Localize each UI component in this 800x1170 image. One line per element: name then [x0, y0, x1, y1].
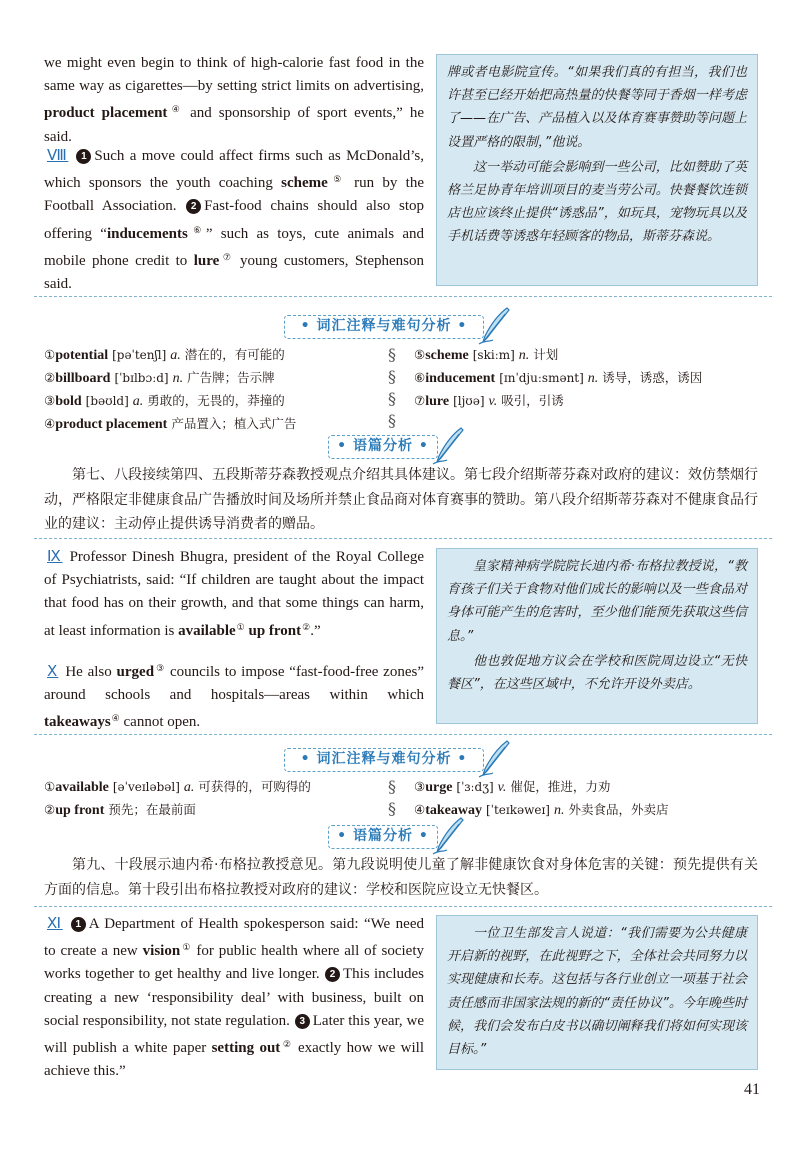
divider [34, 538, 772, 539]
paragraph-number: Ⅷ [47, 148, 69, 164]
analysis-text: 第九、十段展示迪内希·布格拉教授意见。第九段说明使儿童了解非健康饮食对身体危害的关键：预先提供有关方面的信息。第十段引出布格拉教授对政府的建议：学校和医院应设立无快餐区。 [44, 857, 758, 898]
divider [34, 296, 772, 297]
paragraph-number: Ⅺ [47, 916, 63, 932]
vocab-item: ①available [əˈveɪləbəl] a. 可获得的，可购得的 [44, 779, 311, 795]
sentence-marker: 2 [186, 199, 201, 214]
vocab-list [44, 344, 394, 436]
vocab-item: ①potential [pəˈtenʃl] a. 潜在的，有可能的 [44, 347, 285, 363]
quill-pen-icon [477, 739, 513, 779]
vocab-item: ③urge [ˈɜːdʒ] v. 催促，推进，力劝 [414, 779, 611, 795]
analysis-text: 第七、八段接续第四、五段斯蒂芬森教授观点介绍其具体建议。第七段介绍斯蒂芬森对政府的建议：效仿禁烟行动，严格限定非健康食品广告播放时间及场所并禁止食品商对体育赛事的赞助。第八段介绍斯蒂芬森对不健康食品行业的建议：主动停止提供诱导消费者的赠品。 [44, 467, 758, 532]
column-divider: § § § § [388, 345, 396, 430]
quill-pen-icon [477, 306, 513, 346]
vocab-header: • 词汇注释与难句分析 • [284, 315, 484, 339]
paragraph-number: Ⅹ [47, 664, 59, 680]
vocab-header: • 词汇注释与难句分析 • [284, 748, 484, 772]
english-paragraph: we might even begin to think of high-calorie fast food in the same way as cigarettes—by setting strict limits on advertising, product placement④ and sponsorship of sport events,” he said. [44, 55, 424, 145]
quill-pen-icon [431, 816, 467, 856]
vocab-list [414, 344, 764, 413]
divider [34, 734, 772, 735]
vocab-item: ⑤scheme [skiːm] n. 计划 [414, 347, 559, 363]
vocab-item: ⑦lure [ljʊə] v. 吸引，引诱 [414, 393, 564, 409]
vocab-item: ③bold [bəʊld] a. 勇敢的，无畏的，莽撞的 [44, 393, 285, 409]
sentence-marker: 1 [76, 149, 91, 164]
vocab-item: ②billboard [ˈbɪlbɔːd] n. 广告牌；告示牌 [44, 370, 275, 386]
english-paragraph: Ⅹ He also urged③ councils to impose “fast-food-free zones” around schools and hospitals—areas within which takeaways④ cannot open. [44, 663, 424, 731]
page-number: 41 [744, 1081, 760, 1098]
vocab-item: ④product placement 产品置入；植入式广告 [44, 416, 297, 432]
translation-box: 皇家精神病学院院长迪内希·布格拉教授说，“教育孩子们关于食物对他们成长的影响以及一些食品对身体可能产生的危害时，至少他们能预先获取这些信息。” 他也敦促地方议会在学校和医院周边设立“无快餐区”，在这些区域中，不允许开设外卖店。 [436, 548, 758, 724]
divider [34, 906, 772, 907]
english-paragraph: Ⅷ 1 Such a move could affect firms such as McDonald’s, which sponsors the youth coaching scheme⑤ run by the Football Association. 2 Fast-food chains should also stop offering “inducements⑥” such as toys, cute animals and mobile phone credit to lure⑦ young customers, Stephenson said. [44, 148, 425, 293]
sentence-marker: 1 [71, 917, 86, 932]
translation-box: 牌或者电影院宣传。“如果我们真的有担当，我们也许甚至已经开始把高热量的快餐等同于香烟一样考虑了——在广告、产品植入以及体育赛事赞助等问题上设置严格的限制，”他说。 这一举动可能会影响到一些公司，比如赞助了英格兰足协青年培训项目的麦当劳公司。快餐餐饮连锁店也应该终止提供“诱惑品”，如玩具，宠物玩具以及手机话费等诱惑年轻顾客的物品，斯蒂芬森说。 [436, 54, 758, 286]
paragraph-number: Ⅸ [47, 549, 63, 565]
column-divider: § § [388, 777, 396, 818]
vocab-item: ②up front 预先；在最前面 [44, 802, 196, 818]
translation-box: 一位卫生部发言人说道：“我们需要为公共健康开启新的视野，在此视野之下，全体社会共同努力以实现健康和长寿。这包括与各行业创立一项基于社会责任感而非国家法规的新的“责任协议”。今年晚些时候，我们会发布白皮书以确切阐释我们将如何实现该目标。” [436, 915, 758, 1070]
sentence-marker: 3 [295, 1014, 310, 1029]
vocab-list [44, 776, 394, 822]
sentence-marker: 2 [325, 967, 340, 982]
quill-pen-icon [431, 426, 467, 466]
vocab-item: ④takeaway [ˈteɪkəweɪ] n. 外卖食品，外卖店 [414, 802, 669, 818]
analysis-header: • 语篇分析 • [328, 825, 438, 849]
vocab-item: ⑥inducement [ɪnˈdjuːsmənt] n. 诱导，诱惑，诱因 [414, 370, 703, 386]
english-paragraph: Ⅺ 1 A Department of Health spokesperson said: “We need to create a new vision① for public health where all of society works together to get healthy and live longer. 2 This includes creating a new ‘responsibility deal’ with business, built on social responsibility, not state regulation. 3 Later this year, we will publish a white paper setting out② exactly how we will achieve this.” [44, 916, 424, 1080]
analysis-header: • 语篇分析 • [328, 435, 438, 459]
english-paragraph: Ⅸ Professor Dinesh Bhugra, president of the Royal College of Psychiatrists, said: “If children are taught about the impact that food has on their growth, and that some things can harm, at least information is available① up front②.” [44, 549, 424, 639]
